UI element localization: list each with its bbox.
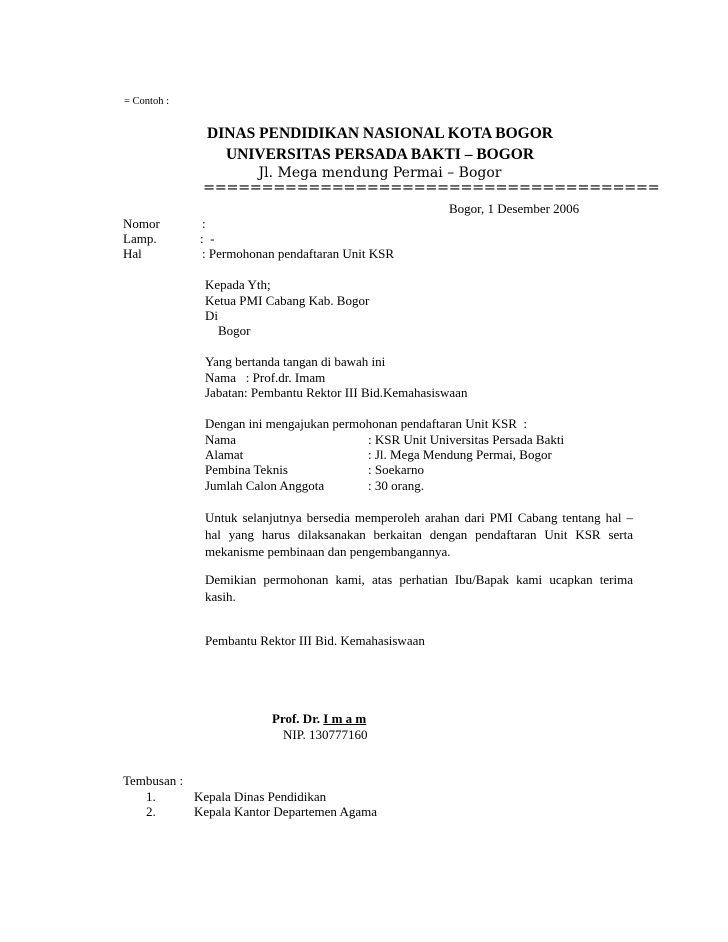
- meta-label-lamp: Lamp.: [123, 231, 157, 246]
- cc-item-text: Kepala Dinas Pendidikan: [194, 789, 327, 804]
- signer-intro-text: Yang bertanda tangan di bawah ini: [205, 354, 386, 369]
- request-row: [205, 478, 424, 494]
- signer-name-line: Nama : Prof.dr. Imam: [205, 370, 326, 385]
- cc-label: Tembusan :: [123, 773, 184, 788]
- request-row: [205, 462, 424, 478]
- meta-value-hal: : Permohonan pendaftaran Unit KSR: [202, 246, 395, 261]
- request-value-alamat: : Jl. Mega Mendung Permai, Bogor: [368, 447, 552, 462]
- meta-value-nomor: :: [202, 216, 206, 231]
- signature-name-line: [272, 711, 366, 727]
- recipient-city: Bogor: [218, 323, 251, 338]
- meta-label-nomor: Nomor: [123, 216, 160, 231]
- letterhead-address: Jl. Mega mendung Permai – Bogor: [258, 165, 502, 181]
- signature-name: I m a m: [323, 711, 367, 726]
- meta-label-hal: Hal: [123, 246, 142, 261]
- place-date: Bogor, 1 Desember 2006: [449, 201, 580, 216]
- request-value-nama: : KSR Unit Universitas Persada Bakti: [368, 432, 565, 447]
- paragraph-follow-up: Untuk selanjutnya bersedia memperoleh arahan dari PMI Cabang tentang hal – hal yang harus dilaksanakan berkaitan dengan pendaftaran Unit KSR serta mekanisme pembinaan dan pengembangannya.: [205, 510, 633, 559]
- signer-position-line: Jabatan: Pembantu Rektor III Bid.Kemahasiswaan: [205, 385, 468, 400]
- request-label-nama: Nama: [205, 432, 237, 447]
- request-label-pembina: Pembina Teknis: [205, 462, 288, 477]
- request-row: [205, 432, 564, 448]
- cc-item-number: 2.: [146, 804, 156, 819]
- letterhead-university: UNIVERSITAS PERSADA BAKTI – BOGOR: [225, 146, 535, 163]
- cc-item-text: Kepala Kantor Departemen Agama: [194, 804, 378, 819]
- request-value-jumlah: : 30 orang.: [368, 478, 424, 493]
- signature-nip: NIP. 130777160: [283, 727, 368, 742]
- request-label-jumlah: Jumlah Calon Anggota: [205, 478, 325, 493]
- paragraph-closing: Demikian permohonan kami, atas perhatian Ibu/Bapak kami ucapkan terima kasih.: [205, 572, 633, 604]
- request-value-pembina: : Soekarno: [368, 462, 424, 477]
- letterhead-office: DINAS PENDIDIKAN NASIONAL KOTA BOGOR: [207, 125, 553, 142]
- letterhead-rule: =======================================: [203, 180, 660, 196]
- request-intro: Dengan ini mengajukan permohonan pendaftaran Unit KSR :: [205, 416, 528, 431]
- meta-value-lamp: : -: [200, 231, 215, 246]
- closing-position: Pembantu Rektor III Bid. Kemahasiswaan: [205, 633, 425, 648]
- example-label: = Contoh :: [124, 96, 170, 107]
- request-label-alamat: Alamat: [205, 447, 244, 462]
- recipient-greeting: Kepada Yth;: [205, 277, 271, 292]
- recipient-di: Di: [205, 308, 218, 323]
- recipient-name: Ketua PMI Cabang Kab. Bogor: [205, 293, 370, 308]
- signature-title: Prof. Dr.: [272, 711, 324, 726]
- request-row: [205, 447, 552, 463]
- cc-item-number: 1.: [146, 789, 156, 804]
